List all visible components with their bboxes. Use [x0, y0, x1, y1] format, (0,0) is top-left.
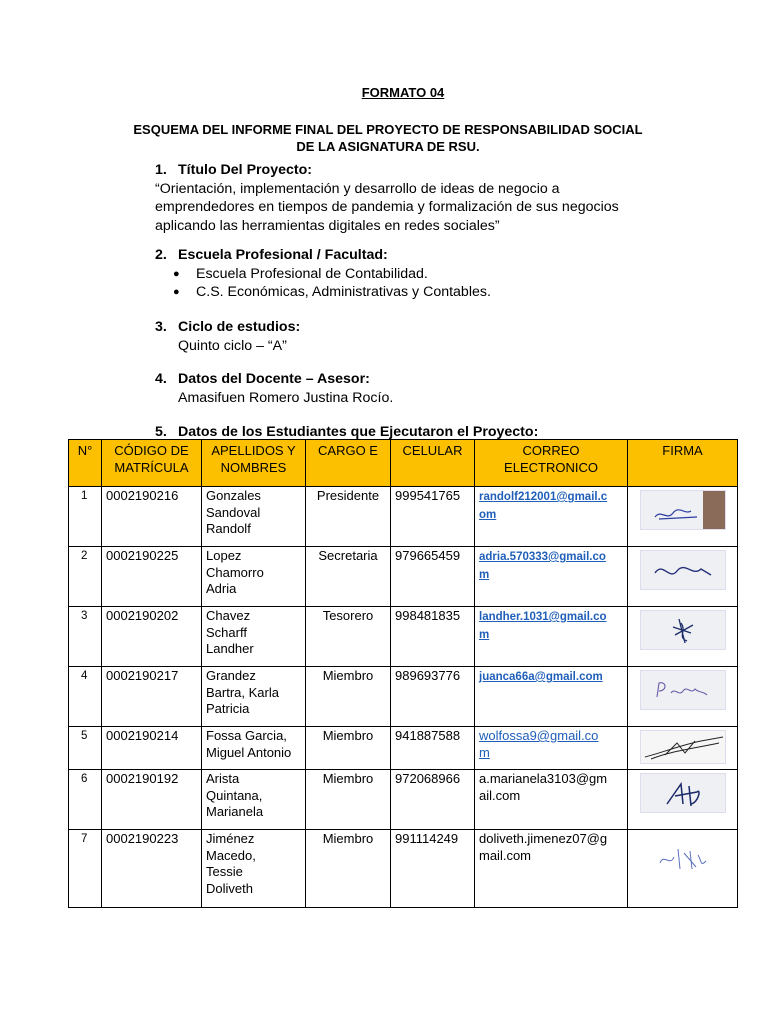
student-phone: 979665459	[391, 547, 475, 607]
header-names: APELLIDOS Y NOMBRES	[202, 440, 306, 487]
bullet-icon: ●	[173, 286, 180, 298]
row-number: 4	[69, 667, 102, 727]
table-row	[69, 727, 738, 770]
section-heading: 1. Título Del Proyecto:	[155, 162, 313, 178]
row-number: 5	[69, 727, 102, 770]
subtitle-line-2: DE LA ASIGNATURA DE RSU.	[296, 139, 480, 154]
student-code: 0002190217	[102, 667, 202, 727]
signature-image	[640, 490, 726, 530]
header-role: CARGO E	[306, 440, 391, 487]
section-project-title	[155, 161, 619, 235]
row-number: 1	[69, 487, 102, 547]
section-heading: 2. Escuela Profesional / Facultad:	[155, 247, 388, 263]
student-phone: 999541765	[391, 487, 475, 547]
signature-image	[640, 550, 726, 590]
student-code: 0002190223	[102, 830, 202, 908]
student-role: Miembro	[306, 770, 391, 830]
header-signature: FIRMA	[628, 440, 738, 487]
section-school-faculty	[155, 246, 491, 302]
section-heading: 5. Datos de los Estudiantes que Ejecutaron el Proyecto:	[155, 424, 539, 440]
student-email[interactable]: a.marianela3103@gm ail.com	[475, 770, 628, 830]
table-row	[69, 770, 738, 830]
student-email[interactable]: juanca66a@gmail.com	[475, 667, 628, 727]
student-email[interactable]: adria.570333@gmail.co m	[475, 547, 628, 607]
signature-cell	[628, 770, 738, 830]
project-title-line: aplicando las herramientas digitales en redes sociales”	[155, 217, 500, 234]
signature-image	[640, 670, 726, 710]
section-study-cycle	[155, 318, 300, 355]
signature-cell	[628, 607, 738, 667]
advisor-name: Amasifuen Romero Justina Rocío.	[178, 389, 394, 406]
row-number: 3	[69, 607, 102, 667]
student-phone: 941887588	[391, 727, 475, 770]
student-role: Miembro	[306, 727, 391, 770]
list-item: ● C.S. Económicas, Administrativas y Contables.	[173, 284, 491, 300]
student-code: 0002190225	[102, 547, 202, 607]
header-code: CÓDIGO DE MATRÍCULA	[102, 440, 202, 487]
table-row	[69, 830, 738, 908]
table-row	[69, 667, 738, 727]
student-name: Gonzales Sandoval Randolf	[202, 487, 306, 547]
student-email[interactable]: landher.1031@gmail.co m	[475, 607, 628, 667]
signature-cell	[628, 727, 738, 770]
student-code: 0002190202	[102, 607, 202, 667]
header-email: CORREO ELECTRONICO	[475, 440, 628, 487]
bullet-icon: ●	[173, 267, 180, 280]
table-row	[69, 487, 738, 547]
row-number: 7	[69, 830, 102, 908]
section-advisor	[155, 370, 393, 407]
header-num: N°	[69, 440, 102, 487]
signature-image	[640, 610, 726, 650]
project-title-line: “Orientación, implementación y desarrollo de ideas de negocio a	[155, 180, 560, 197]
student-name: Arista Quintana, Marianela	[202, 770, 306, 830]
section-heading: 3. Ciclo de estudios:	[155, 319, 301, 335]
table-row	[69, 547, 738, 607]
signature-image	[640, 773, 726, 813]
signature-image	[640, 730, 726, 764]
study-cycle-value: Quinto ciclo – “A”	[178, 337, 287, 354]
list-item: ● Escuela Profesional de Contabilidad.	[173, 265, 428, 282]
students-table	[68, 439, 738, 908]
student-name: Grandez Bartra, Karla Patricia	[202, 667, 306, 727]
header-phone: CELULAR	[391, 440, 475, 487]
table-row	[69, 607, 738, 667]
signature-cell	[628, 487, 738, 547]
student-code: 0002190216	[102, 487, 202, 547]
signature-cell	[628, 667, 738, 727]
student-phone: 998481835	[391, 607, 475, 667]
student-name: Jiménez Macedo, Tessie Doliveth	[202, 830, 306, 908]
student-phone: 991114249	[391, 830, 475, 908]
student-code: 0002190214	[102, 727, 202, 770]
row-number: 2	[69, 547, 102, 607]
subtitle-line-1: ESQUEMA DEL INFORME FINAL DEL PROYECTO DE RESPONSABILIDAD SOCIAL	[133, 122, 643, 137]
table-header-row	[69, 440, 738, 487]
document-subtitle	[0, 121, 768, 155]
student-role: Miembro	[306, 830, 391, 908]
project-title-line: emprendedores en tiempos de pandemia y formalización de sus negocios	[155, 199, 619, 215]
signature-cell	[628, 547, 738, 607]
student-email[interactable]: wolfossa9@gmail.co m	[475, 727, 628, 770]
student-code: 0002190192	[102, 770, 202, 830]
student-email[interactable]: doliveth.jimenez07@g mail.com	[475, 830, 628, 908]
student-name: Lopez Chamorro Adria	[202, 547, 306, 607]
student-role: Secretaria	[306, 547, 391, 607]
row-number: 6	[69, 770, 102, 830]
signature-cell	[628, 830, 738, 908]
student-phone: 989693776	[391, 667, 475, 727]
signature-image	[640, 839, 726, 879]
section-heading: 4. Datos del Docente – Asesor:	[155, 371, 370, 387]
format-title: FORMATO 04	[361, 85, 445, 100]
student-phone: 972068966	[391, 770, 475, 830]
student-name: Chavez Scharff Landher	[202, 607, 306, 667]
student-name: Fossa Garcia, Miguel Antonio	[202, 727, 306, 770]
student-role: Miembro	[306, 667, 391, 727]
student-role: Tesorero	[306, 607, 391, 667]
student-role: Presidente	[306, 487, 391, 547]
student-email[interactable]: randolf212001@gmail.c om	[475, 487, 628, 547]
